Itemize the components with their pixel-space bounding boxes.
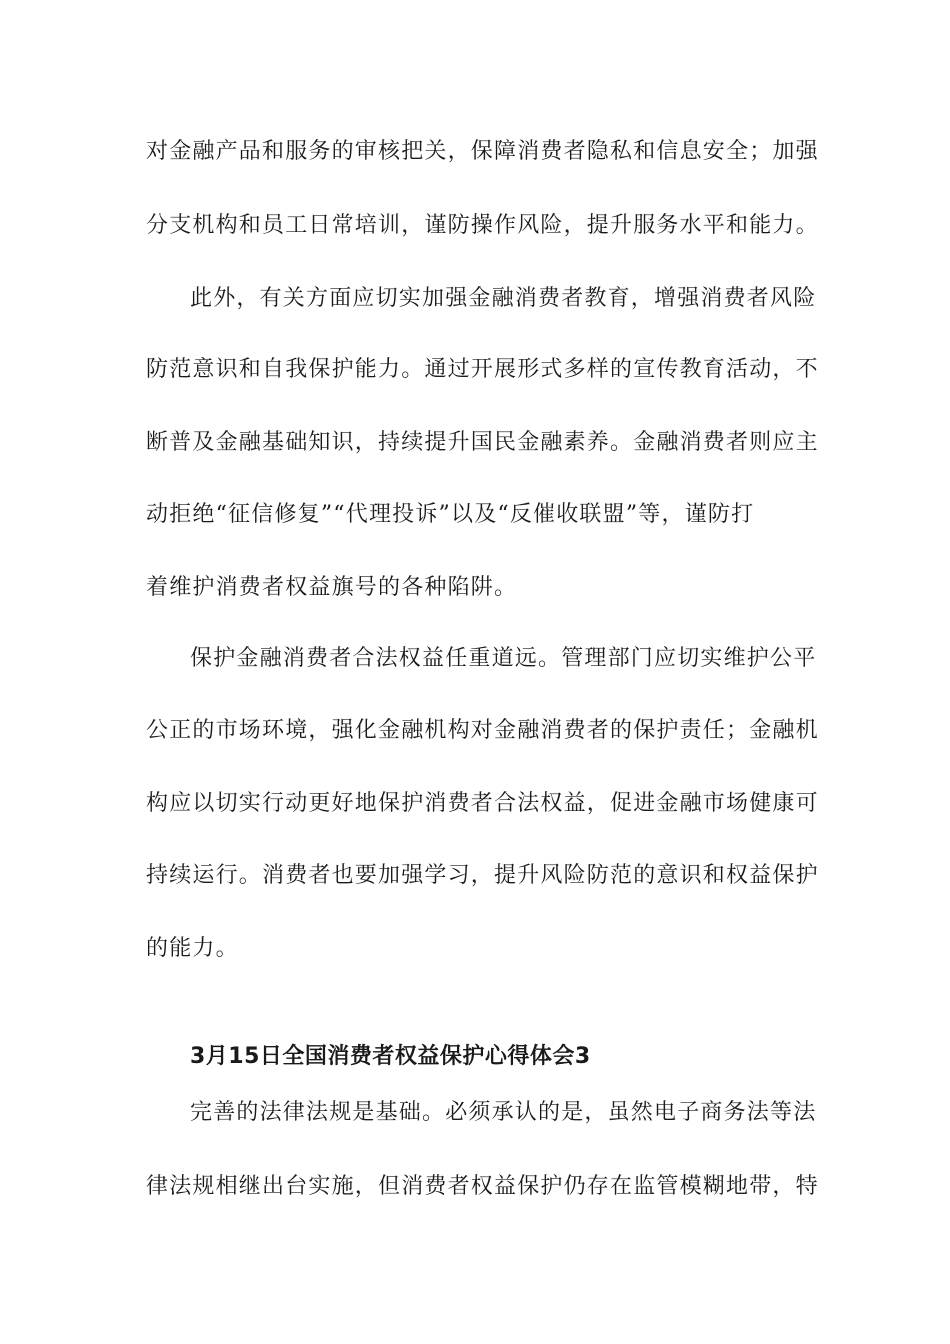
section-paragraph-line-2: 律法规相继出台实施，但消费者权益保护仍存在监管模糊地带，特 [146, 1174, 819, 1199]
paragraph-3-line-2: 公正的市场环境，强化金融机构对金融消费者的保护责任；金融机 [146, 718, 819, 743]
paragraph-2-line-2: 防范意识和自我保护能力。通过开展形式多样的宣传教育活动，不 [146, 357, 819, 382]
paragraph-2-line-1: 此外，有关方面应切实加强金融消费者教育，增强消费者风险 [190, 286, 817, 311]
paragraph-3-line-4: 持续运行。消费者也要加强学习，提升风险防范的意识和权益保护 [146, 863, 819, 888]
paragraph-2-line-3: 断普及金融基础知识，持续提升国民金融素养。金融消费者则应主 [146, 430, 819, 455]
paragraph-3-line-5: 的能力。 [146, 936, 239, 961]
paragraph-2-line-4: 动拒绝“征信修复”“代理投诉”以及“反催收联盟”等，谨防打 [146, 502, 755, 527]
paragraph-1-line-1: 对金融产品和服务的审核把关，保障消费者隐私和信息安全；加强 [146, 139, 819, 164]
paragraph-3-line-1: 保护金融消费者合法权益任重道远。管理部门应切实维护公平 [190, 646, 817, 671]
paragraph-2-line-5: 着维护消费者权益旗号的各种陷阱。 [146, 575, 518, 600]
paragraph-3-line-3: 构应以切实行动更好地保护消费者合法权益，促进金融市场健康可 [146, 791, 819, 816]
section-paragraph-line-1: 完善的法律法规是基础。必须承认的是，虽然电子商务法等法 [190, 1100, 817, 1125]
section-heading: 3月15日全国消费者权益保护心得体会3 [190, 1044, 591, 1069]
paragraph-1-line-2: 分支机构和员工日常培训，谨防操作风险，提升服务水平和能力。 [146, 213, 819, 238]
